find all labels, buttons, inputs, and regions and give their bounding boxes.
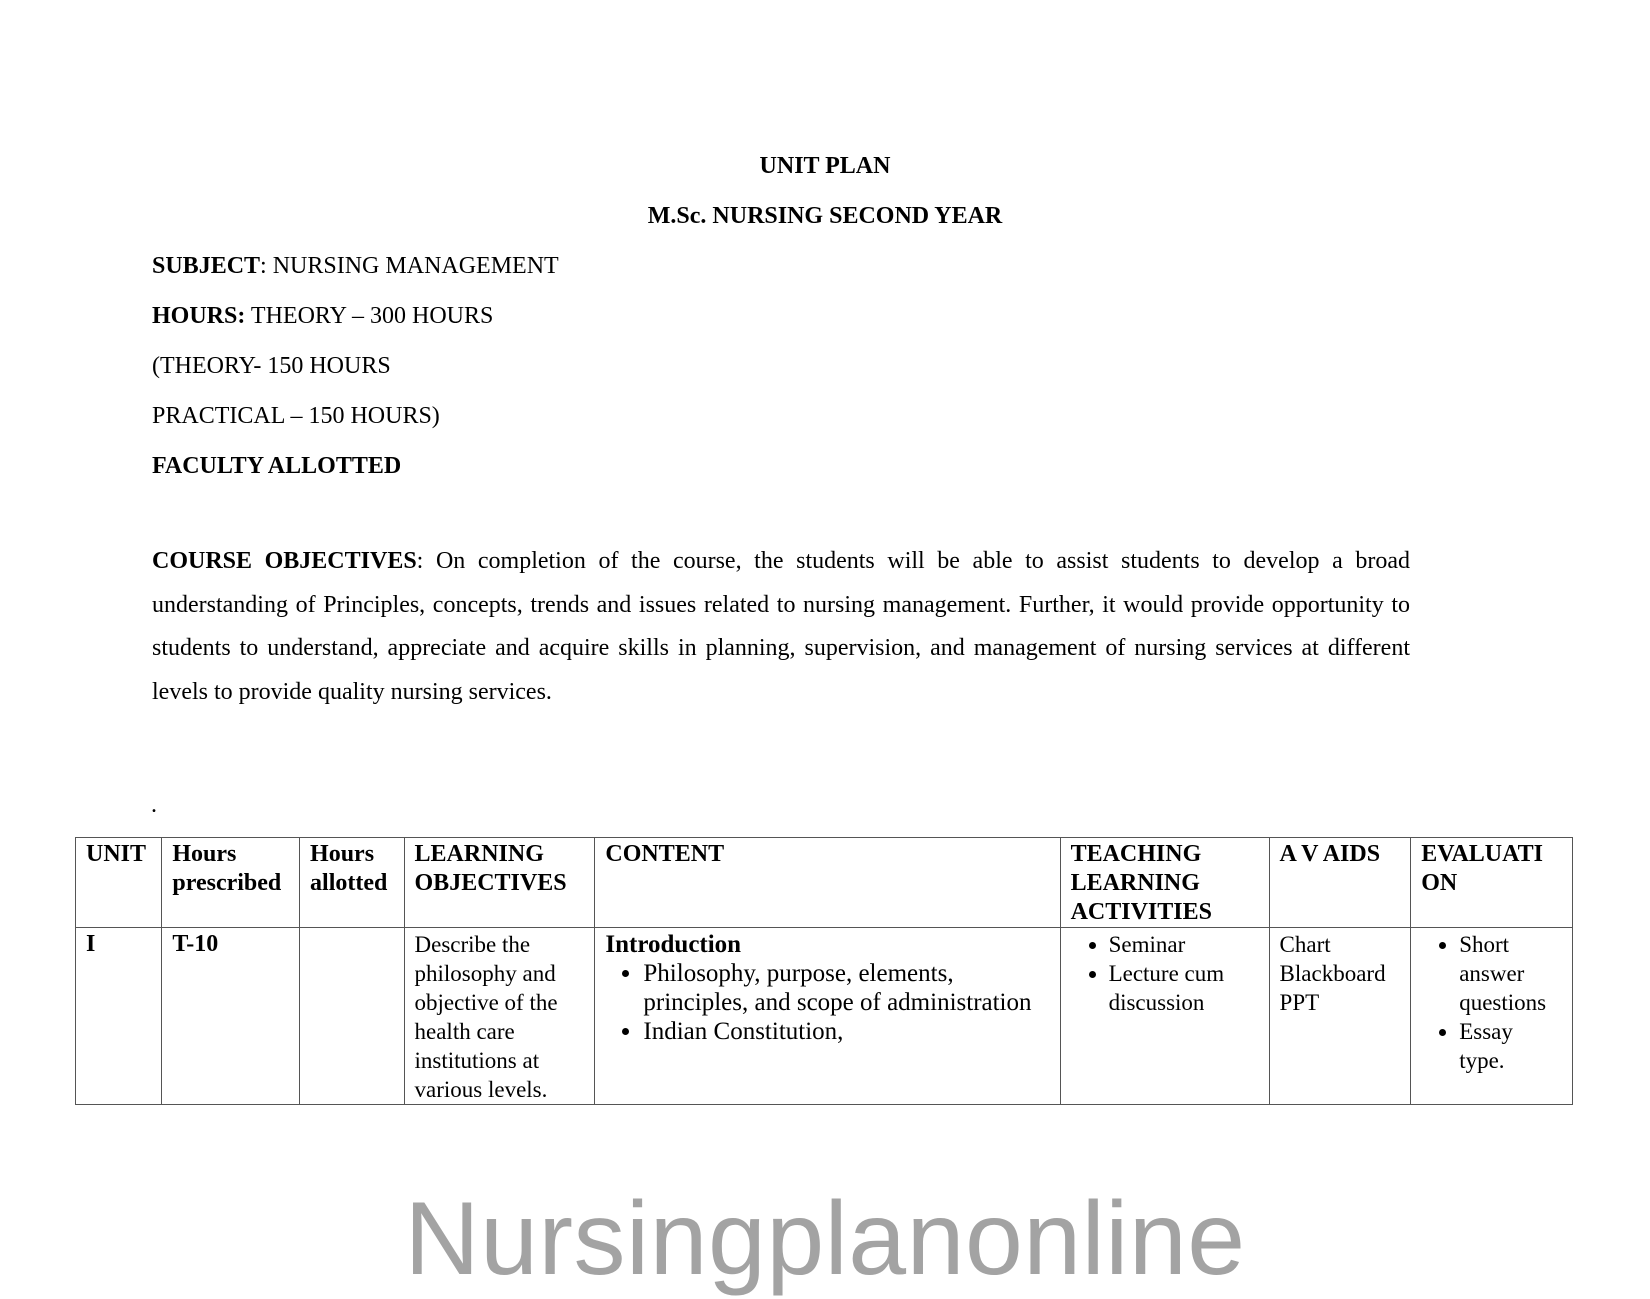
evaluation-item: • Essay type.: [1459, 1017, 1562, 1075]
cell-learning-objectives: Describe the philosophy and objective of the health care institutions at various levels.: [404, 928, 595, 1105]
evaluation-item: • Short answer questions: [1459, 930, 1562, 1017]
practical-line: PRACTICAL – 150 HOURS): [152, 403, 440, 429]
watermark: Nursingplanonline: [404, 1181, 1246, 1297]
theory-line: (THEORY- 150 HOURS: [152, 353, 391, 379]
content-heading: Introduction: [605, 931, 742, 958]
cell-teaching-activities: [1060, 928, 1269, 1105]
cell-hours-allotted: [300, 928, 404, 1105]
av-aid-item: Blackboard: [1279, 961, 1386, 986]
content-item: • Indian Constitution,: [643, 1017, 1049, 1046]
table-row: [76, 928, 1573, 1105]
subject-line: [152, 253, 559, 280]
cell-content: [595, 928, 1060, 1105]
teaching-item: • Lecture cum discussion: [1109, 959, 1259, 1017]
header-evaluation: EVALUATI ON: [1411, 838, 1573, 928]
header-hours-allotted: Hours allotted: [300, 838, 404, 928]
header-av-aids: A V AIDS: [1269, 838, 1411, 928]
teaching-item: • Seminar: [1109, 930, 1259, 959]
course-objectives-label: COURSE OBJECTIVES: [152, 548, 417, 574]
separator-dot: .: [151, 792, 157, 818]
hours-line: [152, 303, 493, 330]
header-unit: UNIT: [76, 838, 162, 928]
course-objectives: [152, 540, 1410, 714]
cell-unit: I: [76, 928, 162, 1105]
av-aid-item: PPT: [1279, 990, 1320, 1015]
hours-label: HOURS:: [152, 303, 246, 329]
subject-value: : NURSING MANAGEMENT: [260, 253, 559, 279]
header-teaching-learning-activities: TEACHING LEARNING ACTIVITIES: [1060, 838, 1269, 928]
cell-evaluation: [1411, 928, 1573, 1105]
cell-hours-prescribed: T-10: [162, 928, 300, 1105]
unit-plan-table: [75, 837, 1573, 1105]
faculty-allotted: FACULTY ALLOTTED: [152, 453, 402, 479]
page-subtitle: M.Sc. NURSING SECOND YEAR: [647, 203, 1003, 229]
content-item: • Philosophy, purpose, elements, principles, and scope of administration: [643, 959, 1049, 1017]
header-learning-objectives: LEARNING OBJECTIVES: [404, 838, 595, 928]
cell-av-aids: [1269, 928, 1411, 1105]
subject-label: SUBJECT: [152, 253, 261, 279]
header-content: CONTENT: [595, 838, 1060, 928]
table-header-row: [76, 838, 1573, 928]
header-hours-prescribed: Hours prescribed: [162, 838, 300, 928]
page-title: UNIT PLAN: [759, 153, 891, 179]
hours-value: THEORY – 300 HOURS: [245, 303, 494, 329]
av-aid-item: Chart: [1279, 932, 1331, 957]
course-objectives-text: : On completion of the course, the students will be able to assist students to develop a broad understanding of Principles, concepts, trends and issues related to nursing management. Further, it would provide opportunity to students to understand, appreciate and acquire skills in planning, supervision, and management of nursing services at different levels to provide quality nursing services.: [152, 548, 1410, 705]
